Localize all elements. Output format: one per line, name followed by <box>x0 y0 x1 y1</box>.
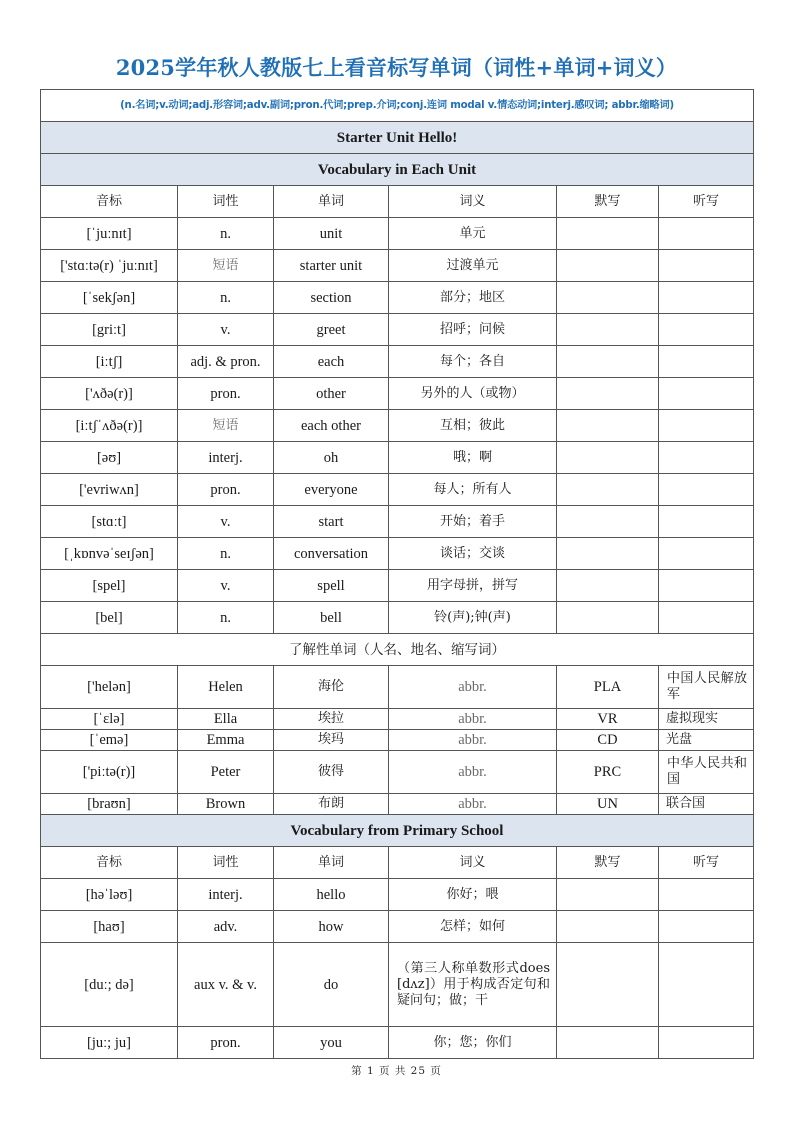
phonetic: [spel] <box>41 570 178 602</box>
dictation-write-blank[interactable] <box>557 602 659 634</box>
vocab-row <box>41 314 754 346</box>
dictation-write-blank[interactable] <box>557 570 659 602</box>
dictation-listen-blank[interactable] <box>659 218 754 250</box>
dictation-write-blank[interactable] <box>557 314 659 346</box>
dictation-listen-blank[interactable] <box>659 282 754 314</box>
abbreviation-pos: abbr. <box>389 666 557 709</box>
abbreviation-legend: (n.名词;v.动词;adj.形容词;adv.副词;pron.代词;prep.介词;conj.连词 modal v.情态动词;interj.感叹词; abbr.缩略词) <box>41 90 754 122</box>
dictation-write-blank[interactable] <box>557 474 659 506</box>
meaning: 谈话；交谈 <box>389 538 557 570</box>
meaning: 铃(声);钟(声) <box>389 602 557 634</box>
word: unit <box>274 218 389 250</box>
word: start <box>274 506 389 538</box>
vocabulary-table <box>40 89 754 1059</box>
part-of-speech: aux v. & v. <box>178 943 274 1027</box>
dictation-write-blank[interactable] <box>557 282 659 314</box>
phonetic: ['ʌðə(r)] <box>41 378 178 410</box>
word: each other <box>274 410 389 442</box>
dictation-write-blank[interactable] <box>557 218 659 250</box>
abbreviation-code: VR <box>557 709 659 730</box>
dictation-write-blank[interactable] <box>557 250 659 282</box>
abbreviation-pos: abbr. <box>389 751 557 794</box>
dictation-write-blank[interactable] <box>557 879 659 911</box>
dictation-listen-blank[interactable] <box>659 1027 754 1059</box>
dictation-listen-blank[interactable] <box>659 911 754 943</box>
person-name-chinese: 埃拉 <box>274 709 389 730</box>
word: spell <box>274 570 389 602</box>
dictation-listen-blank[interactable] <box>659 250 754 282</box>
meaning: 互相；彼此 <box>389 410 557 442</box>
person-name: Peter <box>178 751 274 794</box>
part-of-speech: n. <box>178 538 274 570</box>
word: starter unit <box>274 250 389 282</box>
part-of-speech: n. <box>178 602 274 634</box>
legend-row <box>41 90 754 122</box>
dictation-write-blank[interactable] <box>557 943 659 1027</box>
word: other <box>274 378 389 410</box>
names-row <box>41 709 754 730</box>
dictation-listen-blank[interactable] <box>659 378 754 410</box>
page-footer: 第 1 页 共 25 页 <box>351 1065 442 1077</box>
word: each <box>274 346 389 378</box>
phonetic: [ˈemə] <box>41 730 178 751</box>
dictation-listen-blank[interactable] <box>659 506 754 538</box>
abbreviation-code: UN <box>557 794 659 815</box>
part-of-speech: 短语 <box>178 250 274 282</box>
pos-header: 词性 <box>178 186 274 218</box>
person-name: Brown <box>178 794 274 815</box>
vocab-row <box>41 506 754 538</box>
vocab-row <box>41 218 754 250</box>
dictation-write-header: 默写 <box>557 847 659 879</box>
part-of-speech: adj. & pron. <box>178 346 274 378</box>
meaning: 每个；各自 <box>389 346 557 378</box>
unit-title: Starter Unit Hello! <box>41 122 754 154</box>
phonetic: [braʊn] <box>41 794 178 815</box>
section-title-unit-vocabulary: Vocabulary in Each Unit <box>41 154 754 186</box>
phonetic: [ˈɛlə] <box>41 709 178 730</box>
section-title-row <box>41 815 754 847</box>
pos-header: 词性 <box>178 847 274 879</box>
phonetic: [iːtʃ] <box>41 346 178 378</box>
phonetic: [duː; də] <box>41 943 178 1027</box>
vocab-row <box>41 538 754 570</box>
column-header-row <box>41 186 754 218</box>
phonetic-header: 音标 <box>41 186 178 218</box>
person-name-chinese: 海伦 <box>274 666 389 709</box>
abbreviation-code: CD <box>557 730 659 751</box>
meaning: 另外的人（或物） <box>389 378 557 410</box>
dictation-write-blank[interactable] <box>557 538 659 570</box>
meaning: 单元 <box>389 218 557 250</box>
vocab-row <box>41 410 754 442</box>
primary-vocab-row <box>41 879 754 911</box>
dictation-write-blank[interactable] <box>557 1027 659 1059</box>
column-header-row <box>41 847 754 879</box>
meaning: 开始；着手 <box>389 506 557 538</box>
dictation-write-blank[interactable] <box>557 378 659 410</box>
word: do <box>274 943 389 1027</box>
person-name-chinese: 布朗 <box>274 794 389 815</box>
dictation-listen-header: 听写 <box>659 186 754 218</box>
part-of-speech: 短语 <box>178 410 274 442</box>
dictation-listen-blank[interactable] <box>659 442 754 474</box>
meaning: 你好；喂 <box>389 879 557 911</box>
part-of-speech: interj. <box>178 879 274 911</box>
names-section-title: 了解性单词（人名、地名、缩写词） <box>41 634 754 666</box>
vocab-row <box>41 378 754 410</box>
phonetic: [əʊ] <box>41 442 178 474</box>
vocab-row <box>41 474 754 506</box>
word: section <box>274 282 389 314</box>
unit-title-row <box>41 122 754 154</box>
dictation-listen-blank[interactable] <box>659 943 754 1027</box>
phonetic: [haʊ] <box>41 911 178 943</box>
word: everyone <box>274 474 389 506</box>
section-title-row <box>41 154 754 186</box>
names-title-row <box>41 634 754 666</box>
word: greet <box>274 314 389 346</box>
phonetic: [griːt] <box>41 314 178 346</box>
dictation-listen-blank[interactable] <box>659 410 754 442</box>
primary-vocab-row <box>41 911 754 943</box>
meaning: 每人；所有人 <box>389 474 557 506</box>
dictation-listen-blank[interactable] <box>659 346 754 378</box>
dictation-write-blank[interactable] <box>557 442 659 474</box>
vocab-row <box>41 346 754 378</box>
vocab-row <box>41 282 754 314</box>
part-of-speech: v. <box>178 570 274 602</box>
vocab-row <box>41 442 754 474</box>
phonetic-header: 音标 <box>41 847 178 879</box>
phonetic: ['stɑːtə(r) ˈjuːnɪt] <box>41 250 178 282</box>
meaning: 部分；地区 <box>389 282 557 314</box>
person-name: Helen <box>178 666 274 709</box>
word-header: 单词 <box>274 186 389 218</box>
dictation-write-blank[interactable] <box>557 346 659 378</box>
word: hello <box>274 879 389 911</box>
section-title-primary-vocabulary: Vocabulary from Primary School <box>41 815 754 847</box>
abbreviation-meaning: 中华人民共和国 <box>659 751 754 794</box>
part-of-speech: pron. <box>178 1027 274 1059</box>
part-of-speech: adv. <box>178 911 274 943</box>
abbreviation-code: PLA <box>557 666 659 709</box>
dictation-listen-blank[interactable] <box>659 474 754 506</box>
dictation-listen-blank[interactable] <box>659 602 754 634</box>
phonetic: [bel] <box>41 602 178 634</box>
meaning-header: 词义 <box>389 186 557 218</box>
phonetic: [ˈsekʃən] <box>41 282 178 314</box>
word: you <box>274 1027 389 1059</box>
phonetic: [stɑːt] <box>41 506 178 538</box>
meaning: 用字母拼，拼写 <box>389 570 557 602</box>
abbreviation-code: PRC <box>557 751 659 794</box>
dictation-write-header: 默写 <box>557 186 659 218</box>
phonetic: ['piːtə(r)] <box>41 751 178 794</box>
names-row <box>41 730 754 751</box>
part-of-speech: v. <box>178 506 274 538</box>
meaning-header: 词义 <box>389 847 557 879</box>
phonetic: [ˈjuːnɪt] <box>41 218 178 250</box>
phonetic: [iːtʃˈʌðə(r)] <box>41 410 178 442</box>
meaning: 过渡单元 <box>389 250 557 282</box>
dictation-write-blank[interactable] <box>557 410 659 442</box>
word: bell <box>274 602 389 634</box>
part-of-speech: pron. <box>178 378 274 410</box>
part-of-speech: n. <box>178 282 274 314</box>
phonetic: ['evriwʌn] <box>41 474 178 506</box>
dictation-listen-blank[interactable] <box>659 879 754 911</box>
phonetic: [juː; ju] <box>41 1027 178 1059</box>
dictation-listen-header: 听写 <box>659 847 754 879</box>
dictation-listen-blank[interactable] <box>659 538 754 570</box>
meaning: 你；您；你们 <box>389 1027 557 1059</box>
abbreviation-meaning: 联合国 <box>659 794 754 815</box>
meaning: 哦；啊 <box>389 442 557 474</box>
word: oh <box>274 442 389 474</box>
meaning: 怎样；如何 <box>389 911 557 943</box>
primary-vocab-row <box>41 1027 754 1059</box>
abbreviation-pos: abbr. <box>389 709 557 730</box>
vocabulary-table-body <box>41 90 754 1059</box>
vocab-row <box>41 570 754 602</box>
word-header: 单词 <box>274 847 389 879</box>
vocab-row <box>41 250 754 282</box>
person-name: Ella <box>178 709 274 730</box>
abbreviation-meaning: 虚拟现实 <box>659 709 754 730</box>
person-name-chinese: 彼得 <box>274 751 389 794</box>
dictation-write-blank[interactable] <box>557 911 659 943</box>
page-title: 2025学年秋人教版七上看音标写单词（词性+单词+词义） <box>115 55 678 80</box>
phonetic: [ˌkɒnvəˈseɪʃən] <box>41 538 178 570</box>
names-row <box>41 794 754 815</box>
phonetic: ['helən] <box>41 666 178 709</box>
dictation-listen-blank[interactable] <box>659 570 754 602</box>
word: conversation <box>274 538 389 570</box>
names-row <box>41 666 754 709</box>
phonetic: [həˈləʊ] <box>41 879 178 911</box>
part-of-speech: v. <box>178 314 274 346</box>
dictation-listen-blank[interactable] <box>659 314 754 346</box>
dictation-write-blank[interactable] <box>557 506 659 538</box>
abbreviation-meaning: 中国人民解放军 <box>659 666 754 709</box>
vocab-row <box>41 602 754 634</box>
person-name-chinese: 埃玛 <box>274 730 389 751</box>
part-of-speech: pron. <box>178 474 274 506</box>
word: how <box>274 911 389 943</box>
names-row <box>41 751 754 794</box>
part-of-speech: n. <box>178 218 274 250</box>
abbreviation-meaning: 光盘 <box>659 730 754 751</box>
primary-vocab-row <box>41 943 754 1027</box>
person-name: Emma <box>178 730 274 751</box>
meaning: 招呼；问候 <box>389 314 557 346</box>
abbreviation-pos: abbr. <box>389 794 557 815</box>
abbreviation-pos: abbr. <box>389 730 557 751</box>
meaning: （第三人称单数形式does [dʌz]）用于构成否定句和疑问句；做；干 <box>389 943 557 1027</box>
part-of-speech: interj. <box>178 442 274 474</box>
